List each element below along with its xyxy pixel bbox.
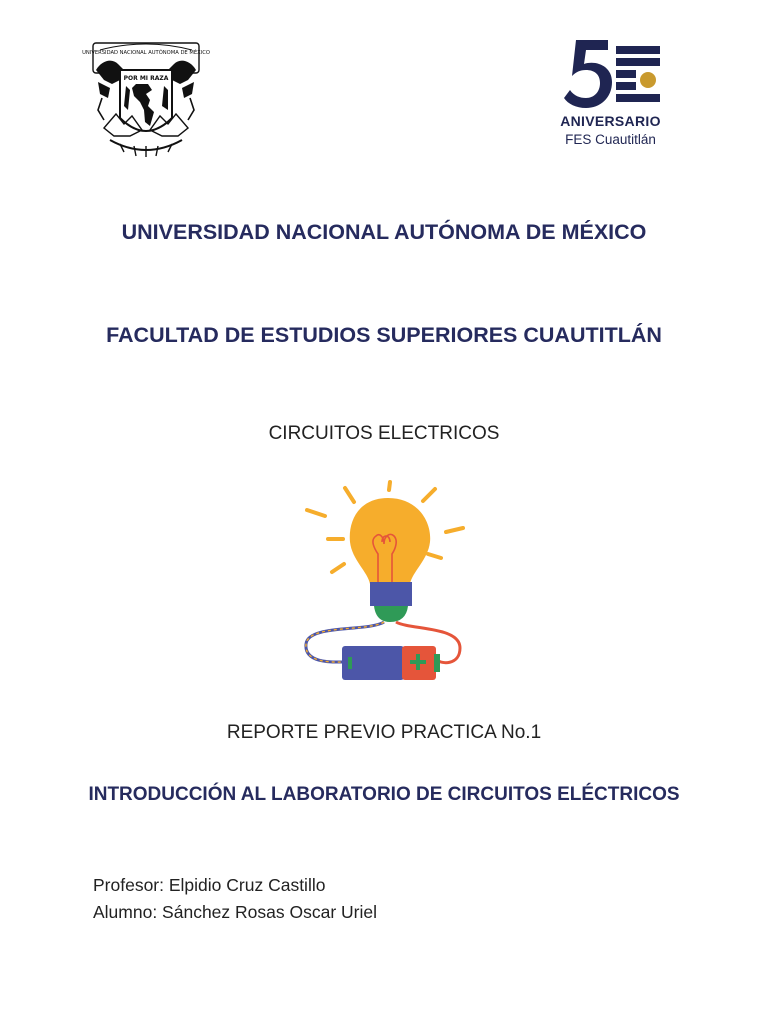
anniversary-label: ANIVERSARIO — [560, 113, 661, 129]
unam-seal-icon — [82, 40, 210, 160]
university-title: UNIVERSIDAD NACIONAL AUTÓNOMA DE MÉXICO — [121, 220, 647, 244]
topic-title: INTRODUCCIÓN AL LABORATORIO DE CIRCUITOS ELÉCTRICOS — [88, 784, 680, 805]
lightbulb-battery-icon — [298, 476, 470, 686]
fes-anniversary-logo — [548, 36, 673, 156]
professor-line: Profesor: Elpidio Cruz Castillo — [93, 875, 326, 895]
faculty-title: FACULTAD DE ESTUDIOS SUPERIORES CUAUTITLÁN — [106, 323, 662, 347]
credits — [93, 872, 377, 926]
svg-text:UNIVERSIDAD NACIONAL AUTÓNOMA: UNIVERSIDAD NACIONAL AUTÓNOMA DE MÉXICO — [82, 50, 210, 56]
svg-text:POR MI RAZA: POR MI RAZA — [123, 75, 169, 82]
subject-title: CIRCUITOS ELECTRICOS — [268, 423, 500, 444]
report-title: REPORTE PREVIO PRACTICA No.1 — [226, 722, 542, 743]
fifty-icon — [562, 36, 662, 110]
campus-label: FES Cuautitlán — [565, 132, 656, 147]
student-line: Alumno: Sánchez Rosas Oscar Uriel — [93, 902, 377, 922]
